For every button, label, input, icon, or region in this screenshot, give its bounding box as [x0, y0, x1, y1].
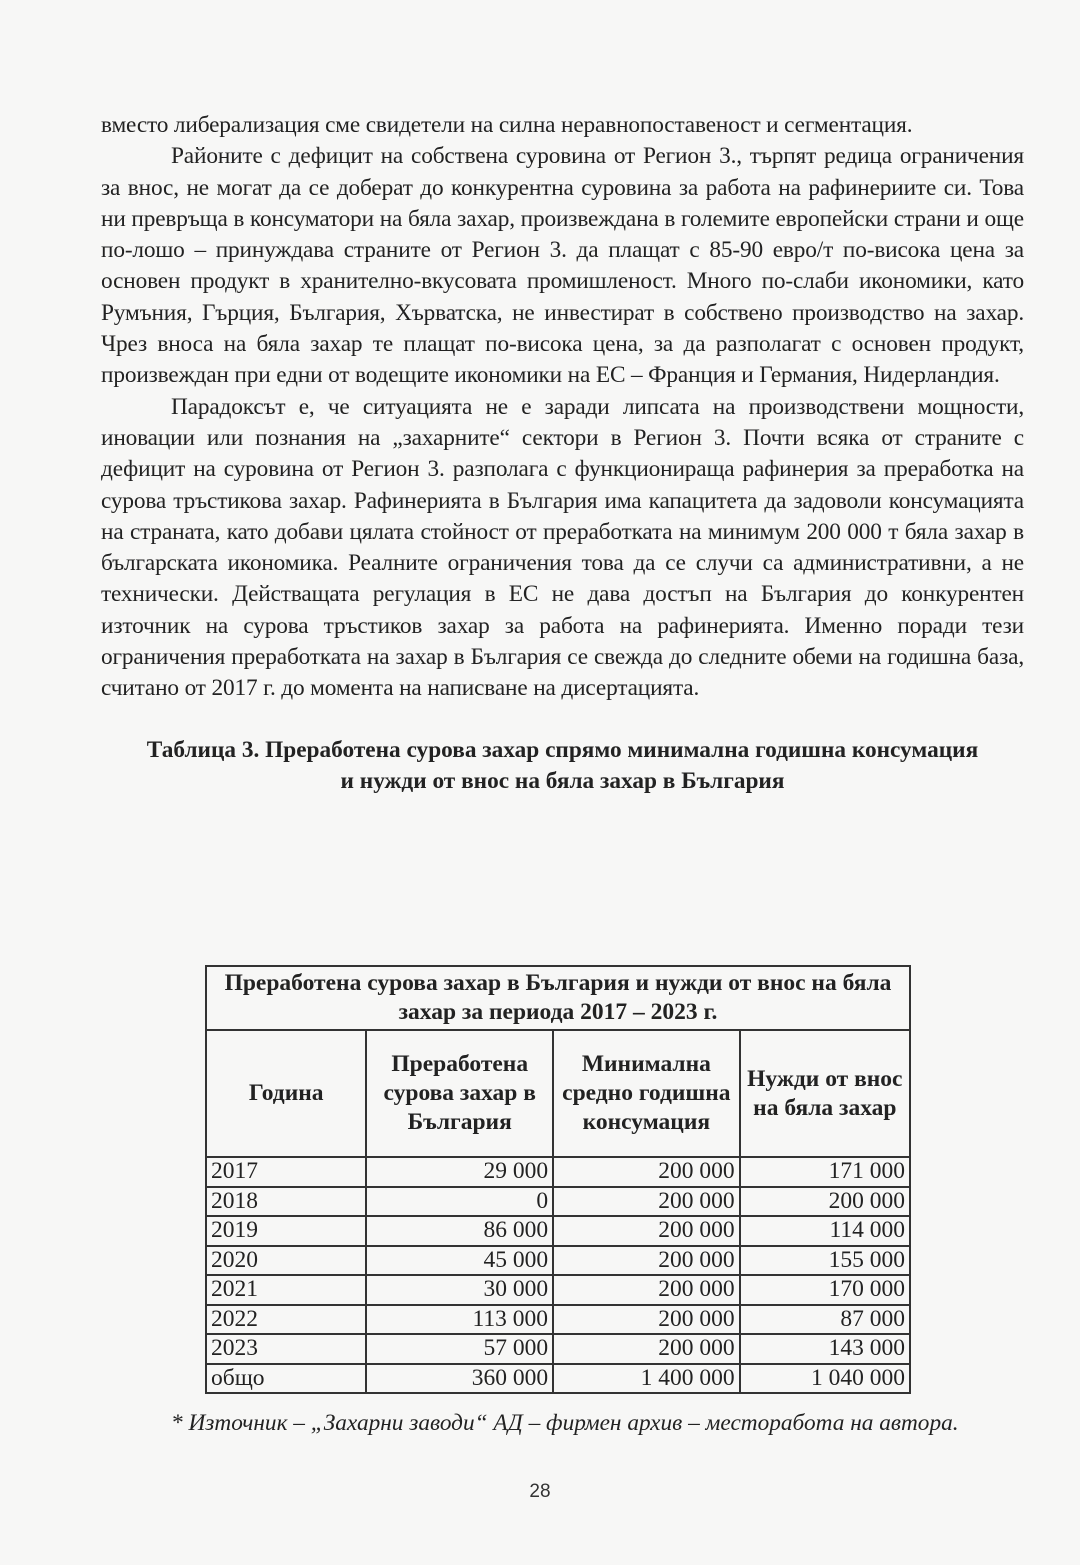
- cell-import-needs: 87 000: [740, 1305, 910, 1335]
- cell-processed: 45 000: [366, 1246, 553, 1276]
- cell-year: 2021: [206, 1275, 366, 1305]
- cell-import-needs: 143 000: [740, 1334, 910, 1364]
- cell-total-processed: 360 000: [366, 1364, 553, 1394]
- cell-consumption: 200 000: [553, 1305, 740, 1335]
- cell-total-consumption: 1 400 000: [553, 1364, 740, 1394]
- cell-processed: 86 000: [366, 1216, 553, 1246]
- table-row: [206, 1187, 910, 1217]
- cell-consumption: 200 000: [553, 1187, 740, 1217]
- cell-import-needs: 155 000: [740, 1246, 910, 1276]
- table-row: [206, 1275, 910, 1305]
- cell-year: 2018: [206, 1187, 366, 1217]
- header-year: Година: [206, 1030, 366, 1157]
- sugar-import-table: [205, 965, 911, 1394]
- paragraph-1: вместо либерализация сме свидетели на силна неравнопоставеност и сегментация.: [101, 112, 913, 138]
- table-total-row: [206, 1364, 910, 1394]
- table-row: [206, 1305, 910, 1335]
- table-title-row: [206, 966, 910, 1030]
- cell-consumption: 200 000: [553, 1216, 740, 1246]
- cell-consumption: 200 000: [553, 1334, 740, 1364]
- cell-import-needs: 171 000: [740, 1157, 910, 1187]
- cell-consumption: 200 000: [553, 1157, 740, 1187]
- cell-processed: 30 000: [366, 1275, 553, 1305]
- cell-year: 2019: [206, 1216, 366, 1246]
- cell-import-needs: 114 000: [740, 1216, 910, 1246]
- cell-import-needs: 200 000: [740, 1187, 910, 1217]
- cell-consumption: 200 000: [553, 1246, 740, 1276]
- cell-processed: 0: [366, 1187, 553, 1217]
- header-min-consumption: Минимална средно годишна консумация: [553, 1030, 740, 1157]
- table-source-note: * Източник – „Захарни заводи“ АД – фирмен архив – месторабота на автора.: [171, 1410, 959, 1436]
- document-body: [101, 110, 1024, 797]
- header-processed-raw-sugar: Преработена сурова захар в България: [366, 1030, 553, 1157]
- table-title: Преработена сурова захар в България и нужди от внос на бяла захар за периода 2017 – 2023 г.: [206, 966, 910, 1030]
- cell-year: 2017: [206, 1157, 366, 1187]
- paragraph-2: Районите с дефицит на собствена суровина от Регион 3., търпят редица ограничения за внос, не могат да се доберат до конкурентна суровина за работа на рафинериите си. Това ни превръща в консуматори на бяла захар, произвеждана в големите европейски страни и още по-лошо – принуждава страните от Регион 3. да плащат с 85-90 евро/т по-висока цена за основен продукт в хранително-вкусовата промишленост. Много по-слаби икономики, като Румъния, Гърция, България, Хърватска, не инвестират в собствено производство на захар. Чрез вноса на бяла захар те плащат по-висока цена, за да разполагат с основен продукт, произвеждан при едни от водещите икономики на ЕС – Франция и Германия, Нидерландия.: [101, 143, 1024, 389]
- table-row: [206, 1334, 910, 1364]
- cell-processed: 113 000: [366, 1305, 553, 1335]
- cell-year: 2020: [206, 1246, 366, 1276]
- cell-processed: 29 000: [366, 1157, 553, 1187]
- table-row: [206, 1157, 910, 1187]
- page-number: 28: [529, 1481, 551, 1502]
- paragraph-3: Парадоксът е, че ситуацията не е заради липсата на производствени мощности, иновации или познания на „захарните“ сектори в Регион 3. Почти всяка от страните с дефицит на суровина от Регион 3. разполага с функционираща рафинерия за преработка на сурова тръстикова захар. Рафинерията в България има капацитета да задоволи консумацията на страната, като добави цялата стойност от преработката на минимум 200 000 т бяла захар в българската икономика. Реалните ограничения това да се случи са административни, а не технически. Действащата регулация в ЕС не дава достъп на България до конкурентен източник на сурова тръстиков захар за работа на рафинерията. Именно поради тези ограничения преработката на захар в България се свежда до следните обеми на годишна база, считано от 2017 г. до момента на написване на дисертацията.: [101, 393, 1024, 702]
- table-row: [206, 1246, 910, 1276]
- cell-processed: 57 000: [366, 1334, 553, 1364]
- table-caption: Таблица 3. Преработена сурова захар спрямо минимална годишна консумация и нужди от внос на бяла захар в България: [146, 736, 979, 794]
- table-row: [206, 1216, 910, 1246]
- table-header-row: [206, 1030, 910, 1157]
- cell-consumption: 200 000: [553, 1275, 740, 1305]
- header-import-needs: Нужди от внос на бяла захар: [740, 1030, 910, 1157]
- cell-total-label: общо: [206, 1364, 366, 1394]
- cell-total-import-needs: 1 040 000: [740, 1364, 910, 1394]
- cell-year: 2022: [206, 1305, 366, 1335]
- cell-year: 2023: [206, 1334, 366, 1364]
- cell-import-needs: 170 000: [740, 1275, 910, 1305]
